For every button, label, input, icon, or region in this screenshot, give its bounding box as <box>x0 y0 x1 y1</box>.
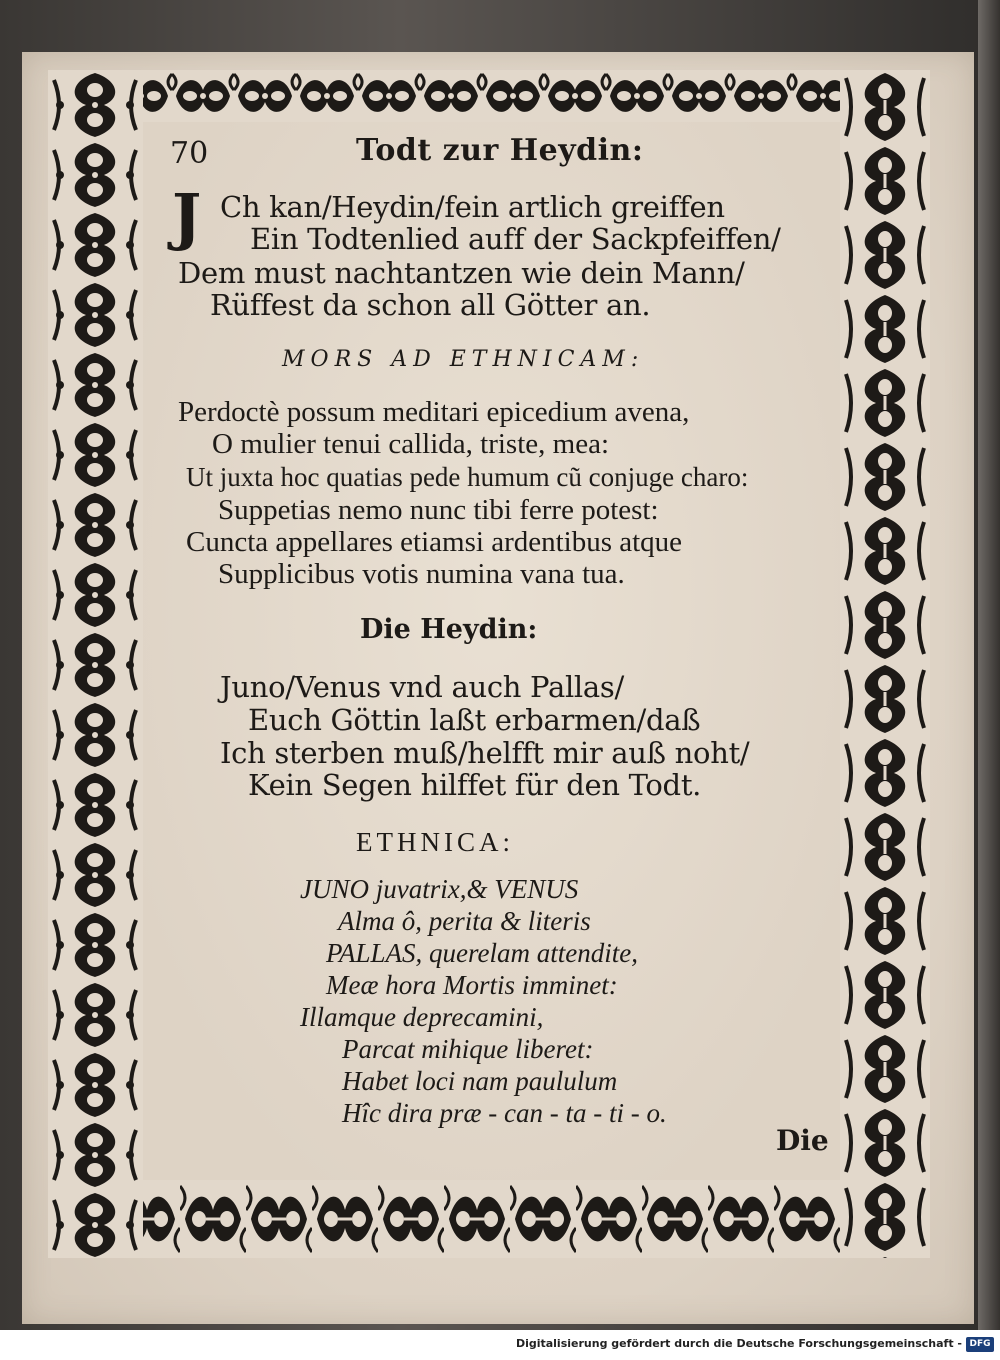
latin-verse-2-line-5: Illamque deprecamini, <box>300 1002 544 1032</box>
digitization-footer <box>0 1330 1000 1360</box>
latin-heading-ethnica: ETHNICA: <box>356 827 514 857</box>
german-verse-1-line-4: Rüffest da schon all Götter an. <box>210 288 651 322</box>
page-number: 70 <box>170 136 209 171</box>
footer-credit: Digitalisierung gefördert durch die Deutsche Forschungsgemeinschaft - <box>515 1337 962 1350</box>
decorated-initial: J <box>172 180 202 253</box>
latin-verse-1-line-4: Suppetias nemo nunc tibi ferre potest: <box>218 494 659 526</box>
latin-verse-1-line-2: O mulier tenui callida, triste, mea: <box>212 428 610 460</box>
running-head: Todt zur Heydin: <box>356 133 644 168</box>
latin-verse-2-line-7: Habet loci nam paululum <box>342 1066 618 1096</box>
german-verse-2-line-4: Kein Segen hilffet für den Todt. <box>248 768 702 802</box>
german-verse-2-line-2: Euch Göttin laßt erbarmen/daß <box>248 703 701 737</box>
german-verse-2-line-3: Ich sterben muß/helfft mir auß noht/ <box>220 736 750 770</box>
catchword: Die <box>776 1124 829 1157</box>
latin-heading-mors-ad-ethnicam: MORS AD ETHNICAM: <box>282 347 645 372</box>
dfg-logo[interactable]: DFG <box>966 1337 994 1352</box>
latin-verse-2-line-4: Meæ hora Mortis imminet: <box>326 970 618 1000</box>
latin-verse-2-line-1: JUNO juvatrix,& VENUS <box>300 874 579 904</box>
german-verse-2-line-1: Juno/Venus vnd auch Pallas/ <box>220 670 624 704</box>
latin-verse-1-line-6: Supplicibus votis numina vana tua. <box>218 558 625 590</box>
german-verse-1-line-3: Dem must nachtantzen wie dein Mann/ <box>178 256 745 290</box>
latin-verse-1-line-5: Cuncta appellares etiamsi ardentibus atque <box>186 526 683 558</box>
latin-verse-1-line-3: Ut juxta hoc quatias pede humum cũ conjuge charo: <box>186 462 749 492</box>
german-heading-die-heydin: Die Heydin: <box>360 614 538 645</box>
latin-verse-2-line-6: Parcat mihique liberet: <box>342 1034 594 1064</box>
latin-verse-2-line-3: PALLAS, querelam attendite, <box>326 938 638 968</box>
latin-verse-1-line-1: Perdoctè possum meditari epicedium avena, <box>178 396 690 428</box>
latin-verse-2-line-8: Hîc dira præ - can - ta - ti - o. <box>342 1098 667 1128</box>
latin-verse-2-line-2: Alma ô, perita & literis <box>338 906 591 936</box>
german-verse-1-line-2: Ein Todtenlied auff der Sackpfeiffen/ <box>250 222 781 256</box>
german-verse-1-line-1: Ch kan/Heydin/fein artlich greiffen <box>220 190 725 224</box>
